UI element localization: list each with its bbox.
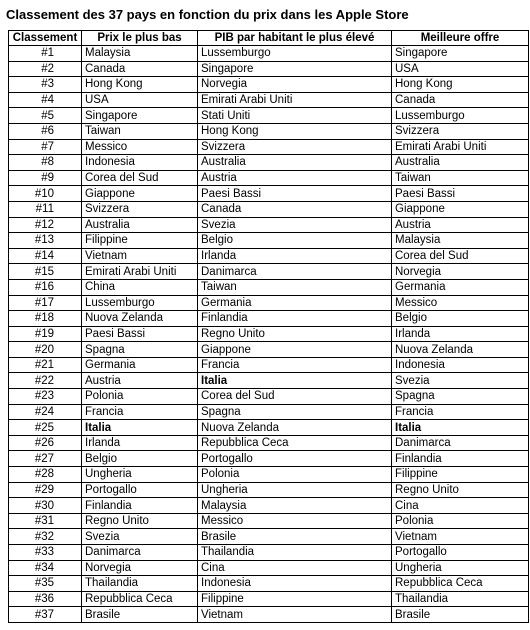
table-row xyxy=(9,155,529,171)
table-row xyxy=(9,576,529,592)
lowest-price-country-cell: Indonesia xyxy=(82,155,198,171)
lowest-price-country-cell: USA xyxy=(82,92,198,108)
table-row xyxy=(9,123,529,139)
lowest-price-country-cell: Austria xyxy=(82,373,198,389)
rank-cell: #21 xyxy=(9,357,82,373)
rank-cell: #29 xyxy=(9,482,82,498)
table-row xyxy=(9,279,529,295)
table-row xyxy=(9,607,529,623)
lowest-price-country-cell: Germania xyxy=(82,357,198,373)
lowest-price-country-cell: Thailandia xyxy=(82,576,198,592)
best-offer-country-cell: Portogallo xyxy=(392,545,529,561)
highest-gdp-country-cell: Polonia xyxy=(198,467,392,483)
rank-cell: #25 xyxy=(9,420,82,436)
lowest-price-country-cell: Malaysia xyxy=(82,46,198,62)
lowest-price-country-cell: Taiwan xyxy=(82,123,198,139)
rank-cell: #14 xyxy=(9,248,82,264)
highest-gdp-country-cell: Emirati Arabi Uniti xyxy=(198,92,392,108)
rank-cell: #23 xyxy=(9,389,82,405)
lowest-price-country-cell: Nuova Zelanda xyxy=(82,311,198,327)
lowest-price-country-cell: Paesi Bassi xyxy=(82,326,198,342)
lowest-price-country-cell: China xyxy=(82,279,198,295)
lowest-price-country-cell: Spagna xyxy=(82,342,198,358)
highest-gdp-country-cell: Belgio xyxy=(198,233,392,249)
rank-cell: #17 xyxy=(9,295,82,311)
best-offer-country-cell: Repubblica Ceca xyxy=(392,576,529,592)
best-offer-country-cell: Australia xyxy=(392,155,529,171)
highest-gdp-country-cell: Norvegia xyxy=(198,77,392,93)
table-header xyxy=(9,31,529,46)
table-row xyxy=(9,373,529,389)
best-offer-country-cell: Danimarca xyxy=(392,435,529,451)
highest-gdp-country-cell: Portogallo xyxy=(198,451,392,467)
best-offer-country-cell: Cina xyxy=(392,498,529,514)
table-row xyxy=(9,435,529,451)
table-row xyxy=(9,451,529,467)
table-row xyxy=(9,61,529,77)
lowest-price-country-cell: Danimarca xyxy=(82,545,198,561)
highest-gdp-country-cell: Austria xyxy=(198,170,392,186)
best-offer-country-cell: Messico xyxy=(392,295,529,311)
rank-cell: #16 xyxy=(9,279,82,295)
rank-cell: #28 xyxy=(9,467,82,483)
highest-gdp-country-cell: Regno Unito xyxy=(198,326,392,342)
rank-cell: #33 xyxy=(9,545,82,561)
table-row xyxy=(9,295,529,311)
rank-cell: #32 xyxy=(9,529,82,545)
highest-gdp-country-cell: Taiwan xyxy=(198,279,392,295)
rank-cell: #35 xyxy=(9,576,82,592)
lowest-price-country-cell: Ungheria xyxy=(82,467,198,483)
table-row xyxy=(9,404,529,420)
rank-cell: #37 xyxy=(9,607,82,623)
rank-cell: #26 xyxy=(9,435,82,451)
rank-cell: #20 xyxy=(9,342,82,358)
best-offer-country-cell: Nuova Zelanda xyxy=(392,342,529,358)
table-row xyxy=(9,545,529,561)
lowest-price-country-cell: Svezia xyxy=(82,529,198,545)
highest-gdp-country-cell: Danimarca xyxy=(198,264,392,280)
best-offer-country-cell: Canada xyxy=(392,92,529,108)
highest-gdp-country-cell: Canada xyxy=(198,201,392,217)
lowest-price-country-cell: Giappone xyxy=(82,186,198,202)
highest-gdp-country-cell: Singapore xyxy=(198,61,392,77)
lowest-price-country-cell: Hong Kong xyxy=(82,77,198,93)
table-row xyxy=(9,139,529,155)
lowest-price-country-cell: Polonia xyxy=(82,389,198,405)
rank-cell: #18 xyxy=(9,311,82,327)
lowest-price-country-cell: Emirati Arabi Uniti xyxy=(82,264,198,280)
best-offer-country-cell: Filippine xyxy=(392,467,529,483)
highest-gdp-country-cell: Nuova Zelanda xyxy=(198,420,392,436)
best-offer-country-cell: Giappone xyxy=(392,201,529,217)
lowest-price-country-cell: Regno Unito xyxy=(82,513,198,529)
lowest-price-country-cell: Francia xyxy=(82,404,198,420)
column-header-best-offer: Meilleure offre xyxy=(392,31,529,46)
lowest-price-country-cell: Irlanda xyxy=(82,435,198,451)
rank-cell: #9 xyxy=(9,170,82,186)
highest-gdp-country-cell: Italia xyxy=(198,373,392,389)
table-row xyxy=(9,389,529,405)
best-offer-country-cell: USA xyxy=(392,61,529,77)
highest-gdp-country-cell: Corea del Sud xyxy=(198,389,392,405)
column-header-rank: Classement xyxy=(9,31,82,46)
highest-gdp-country-cell: Australia xyxy=(198,155,392,171)
rank-cell: #15 xyxy=(9,264,82,280)
table-row xyxy=(9,108,529,124)
lowest-price-country-cell: Lussemburgo xyxy=(82,295,198,311)
table-body xyxy=(9,46,529,623)
rank-cell: #34 xyxy=(9,560,82,576)
highest-gdp-country-cell: Germania xyxy=(198,295,392,311)
best-offer-country-cell: Belgio xyxy=(392,311,529,327)
highest-gdp-country-cell: Thailandia xyxy=(198,545,392,561)
header-row xyxy=(9,31,529,46)
lowest-price-country-cell: Norvegia xyxy=(82,560,198,576)
highest-gdp-country-cell: Messico xyxy=(198,513,392,529)
highest-gdp-country-cell: Svezia xyxy=(198,217,392,233)
best-offer-country-cell: Francia xyxy=(392,404,529,420)
highest-gdp-country-cell: Indonesia xyxy=(198,576,392,592)
rank-cell: #5 xyxy=(9,108,82,124)
highest-gdp-country-cell: Cina xyxy=(198,560,392,576)
highest-gdp-country-cell: Hong Kong xyxy=(198,123,392,139)
rank-cell: #6 xyxy=(9,123,82,139)
highest-gdp-country-cell: Ungheria xyxy=(198,482,392,498)
lowest-price-country-cell: Vietnam xyxy=(82,248,198,264)
lowest-price-country-cell: Repubblica Ceca xyxy=(82,591,198,607)
best-offer-country-cell: Hong Kong xyxy=(392,77,529,93)
highest-gdp-country-cell: Repubblica Ceca xyxy=(198,435,392,451)
table-row xyxy=(9,186,529,202)
highest-gdp-country-cell: Malaysia xyxy=(198,498,392,514)
table-row xyxy=(9,264,529,280)
best-offer-country-cell: Norvegia xyxy=(392,264,529,280)
lowest-price-country-cell: Finlandia xyxy=(82,498,198,514)
table-row xyxy=(9,513,529,529)
table-row xyxy=(9,233,529,249)
best-offer-country-cell: Paesi Bassi xyxy=(392,186,529,202)
best-offer-country-cell: Germania xyxy=(392,279,529,295)
table-row xyxy=(9,498,529,514)
lowest-price-country-cell: Filippine xyxy=(82,233,198,249)
best-offer-country-cell: Malaysia xyxy=(392,233,529,249)
best-offer-country-cell: Vietnam xyxy=(392,529,529,545)
table-row xyxy=(9,357,529,373)
highest-gdp-country-cell: Filippine xyxy=(198,591,392,607)
rank-cell: #22 xyxy=(9,373,82,389)
best-offer-country-cell: Svizzera xyxy=(392,123,529,139)
table-row xyxy=(9,201,529,217)
best-offer-country-cell: Irlanda xyxy=(392,326,529,342)
rank-cell: #8 xyxy=(9,155,82,171)
best-offer-country-cell: Taiwan xyxy=(392,170,529,186)
highest-gdp-country-cell: Giappone xyxy=(198,342,392,358)
rank-cell: #31 xyxy=(9,513,82,529)
best-offer-country-cell: Svezia xyxy=(392,373,529,389)
best-offer-country-cell: Austria xyxy=(392,217,529,233)
highest-gdp-country-cell: Lussemburgo xyxy=(198,46,392,62)
highest-gdp-country-cell: Paesi Bassi xyxy=(198,186,392,202)
column-header-highest-gdp: PIB par habitant le plus élevé xyxy=(198,31,392,46)
highest-gdp-country-cell: Brasile xyxy=(198,529,392,545)
rank-cell: #11 xyxy=(9,201,82,217)
lowest-price-country-cell: Brasile xyxy=(82,607,198,623)
rank-cell: #13 xyxy=(9,233,82,249)
lowest-price-country-cell: Canada xyxy=(82,61,198,77)
best-offer-country-cell: Thailandia xyxy=(392,591,529,607)
rank-cell: #10 xyxy=(9,186,82,202)
rank-cell: #12 xyxy=(9,217,82,233)
highest-gdp-country-cell: Spagna xyxy=(198,404,392,420)
rank-cell: #2 xyxy=(9,61,82,77)
highest-gdp-country-cell: Irlanda xyxy=(198,248,392,264)
highest-gdp-country-cell: Svizzera xyxy=(198,139,392,155)
lowest-price-country-cell: Belgio xyxy=(82,451,198,467)
table-row xyxy=(9,529,529,545)
best-offer-country-cell: Corea del Sud xyxy=(392,248,529,264)
best-offer-country-cell: Indonesia xyxy=(392,357,529,373)
table-row xyxy=(9,46,529,62)
lowest-price-country-cell: Corea del Sud xyxy=(82,170,198,186)
rank-cell: #3 xyxy=(9,77,82,93)
table-row xyxy=(9,420,529,436)
rank-cell: #19 xyxy=(9,326,82,342)
table-row xyxy=(9,248,529,264)
table-row xyxy=(9,217,529,233)
table-row xyxy=(9,92,529,108)
best-offer-country-cell: Spagna xyxy=(392,389,529,405)
table-row xyxy=(9,482,529,498)
table-row xyxy=(9,170,529,186)
lowest-price-country-cell: Svizzera xyxy=(82,201,198,217)
rank-cell: #30 xyxy=(9,498,82,514)
table-row xyxy=(9,560,529,576)
best-offer-country-cell: Emirati Arabi Uniti xyxy=(392,139,529,155)
rank-cell: #27 xyxy=(9,451,82,467)
table-row xyxy=(9,591,529,607)
rank-cell: #7 xyxy=(9,139,82,155)
lowest-price-country-cell: Messico xyxy=(82,139,198,155)
best-offer-country-cell: Brasile xyxy=(392,607,529,623)
best-offer-country-cell: Italia xyxy=(392,420,529,436)
lowest-price-country-cell: Australia xyxy=(82,217,198,233)
best-offer-country-cell: Regno Unito xyxy=(392,482,529,498)
column-header-lowest-price: Prix le plus bas xyxy=(82,31,198,46)
lowest-price-country-cell: Italia xyxy=(82,420,198,436)
table-row xyxy=(9,342,529,358)
table-row xyxy=(9,326,529,342)
ranking-table xyxy=(8,30,529,623)
highest-gdp-country-cell: Stati Uniti xyxy=(198,108,392,124)
rank-cell: #4 xyxy=(9,92,82,108)
best-offer-country-cell: Finlandia xyxy=(392,451,529,467)
table-row xyxy=(9,311,529,327)
best-offer-country-cell: Ungheria xyxy=(392,560,529,576)
lowest-price-country-cell: Singapore xyxy=(82,108,198,124)
highest-gdp-country-cell: Finlandia xyxy=(198,311,392,327)
best-offer-country-cell: Polonia xyxy=(392,513,529,529)
lowest-price-country-cell: Portogallo xyxy=(82,482,198,498)
table-row xyxy=(9,467,529,483)
highest-gdp-country-cell: Vietnam xyxy=(198,607,392,623)
page-title: Classement des 37 pays en fonction du prix dans les Apple Store xyxy=(6,7,409,22)
highest-gdp-country-cell: Francia xyxy=(198,357,392,373)
best-offer-country-cell: Lussemburgo xyxy=(392,108,529,124)
best-offer-country-cell: Singapore xyxy=(392,46,529,62)
rank-cell: #24 xyxy=(9,404,82,420)
rank-cell: #36 xyxy=(9,591,82,607)
rank-cell: #1 xyxy=(9,46,82,62)
table-row xyxy=(9,77,529,93)
